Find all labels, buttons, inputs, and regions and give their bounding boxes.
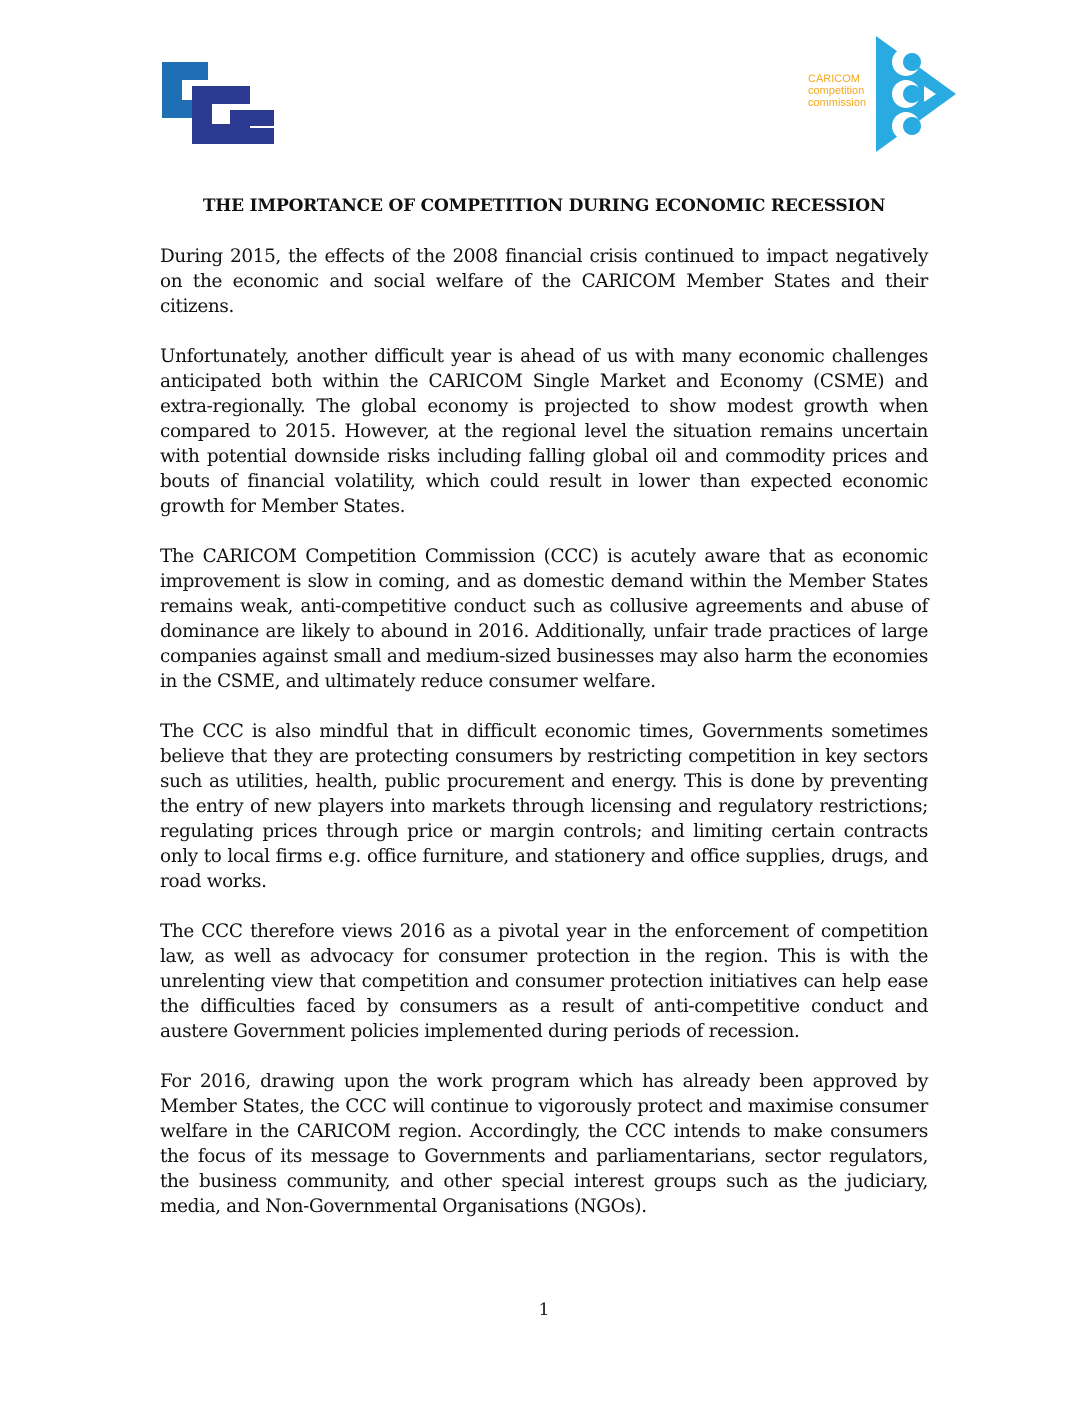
logo-org-line-2: competition xyxy=(808,85,865,97)
document-title: THE IMPORTANCE OF COMPETITION DURING ECONOMIC RECESSION xyxy=(202,196,886,216)
paragraph: The CARICOM Competition Commission (CCC) is acutely aware that as economic improvement is slow in coming, and as domestic demand within the Member States remains weak, anti-competitive conduct such as collusive agreements and abuse of dominance are likely to abound in 2016. Additionally, unfair trade practices of large companies against small and medium-sized businesses may also harm the economies in the CSME, and ultimately reduce consumer welfare. xyxy=(160,546,928,692)
caricom-competition-commission-logo xyxy=(808,34,958,154)
page-number: 1 xyxy=(538,1300,550,1320)
paragraph: Unfortunately, another difficult year is ahead of us with many economic challenges anticipated both within the CARICOM Single Market and Economy (CSME) and extra-regionally. The global economy is projected to show modest growth when compared to 2015. However, at the regional level the situation remains uncertain with potential downside risks including falling global oil and commodity prices and bouts of financial volatility, which could result in lower than expected economic growth for Member States. xyxy=(160,346,928,517)
paragraph: The CCC therefore views 2016 as a pivotal year in the enforcement of competition law, as well as advocacy for consumer protection in the region. This is with the unrelenting view that competition and consumer protection initiatives can help ease the difficulties faced by consumers as a result of anti-competitive conduct and austere Government policies implemented during periods of recession. xyxy=(160,921,928,1042)
arrow-triangle-icon xyxy=(870,34,960,154)
logo-org-line-3: commission xyxy=(808,97,867,109)
paragraph: During 2015, the effects of the 2008 financial crisis continued to impact negatively on the economic and social welfare of the CARICOM Member States and their citizens. xyxy=(160,246,928,317)
paragraph: The CCC is also mindful that in difficult economic times, Governments sometimes believe that they are protecting consumers by restricting competition in key sectors such as utilities, health, public procurement and energy. This is done by preventing the entry of new players into markets through licensing and regulatory restrictions; regulating prices through price or margin controls; and limiting certain contracts only to local firms e.g. office furniture, and stationery and office supplies, drugs, and road works. xyxy=(160,721,928,892)
paragraph: For 2016, drawing upon the work program which has already been approved by Member States, the CCC will continue to vigorously protect and maximise consumer welfare in the CARICOM region. Accordingly, the CCC intends to make consumers the focus of its message to Governments and parliamentarians, sector regulators, the business community, and other special interest groups such as the judiciary, media, and Non-Governmental Organisations (NGOs). xyxy=(160,1071,928,1217)
cc-monogram-logo xyxy=(162,62,274,146)
logo-org-line-1: CARICOM xyxy=(808,73,860,85)
document-body xyxy=(160,244,928,1244)
